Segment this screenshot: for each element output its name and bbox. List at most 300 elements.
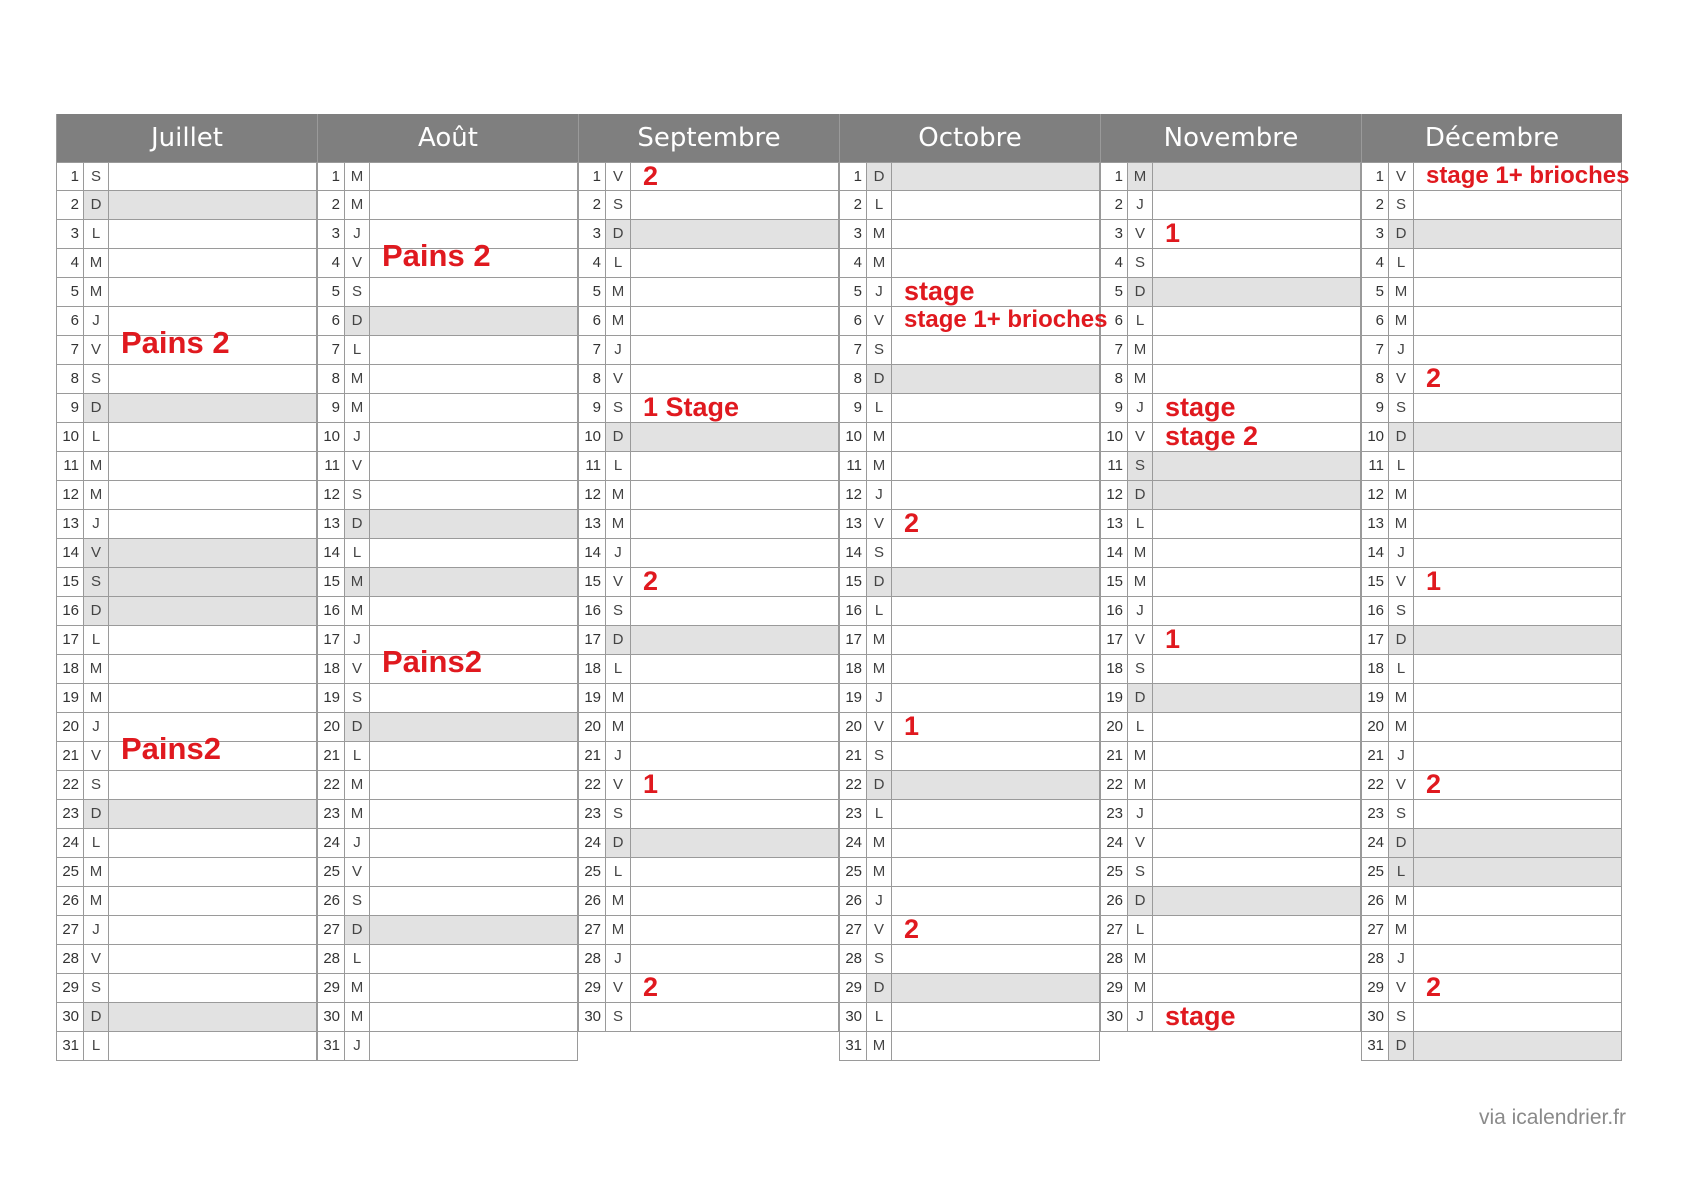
day-row[interactable] (57, 916, 316, 945)
day-note-cell[interactable] (892, 887, 1099, 915)
day-row[interactable] (579, 858, 838, 887)
day-row[interactable] (318, 858, 577, 887)
day-note-cell[interactable] (370, 336, 577, 364)
day-row[interactable] (840, 742, 1099, 771)
day-note-cell[interactable] (631, 684, 838, 712)
day-note-cell[interactable] (892, 510, 1099, 538)
day-note-cell[interactable] (109, 771, 316, 799)
day-row[interactable] (1101, 713, 1360, 742)
day-row[interactable] (1101, 278, 1360, 307)
day-note-cell[interactable] (1414, 568, 1621, 596)
day-note-cell[interactable] (370, 481, 577, 509)
day-row[interactable] (579, 800, 838, 829)
day-note-cell[interactable] (1414, 452, 1621, 480)
day-note-cell[interactable] (1414, 539, 1621, 567)
day-note-cell[interactable] (1414, 916, 1621, 944)
day-row[interactable] (318, 568, 577, 597)
day-note-cell[interactable] (1153, 771, 1360, 799)
day-row[interactable] (318, 644, 577, 684)
day-note-cell[interactable] (1414, 249, 1621, 277)
day-note-cell[interactable] (631, 945, 838, 973)
day-row[interactable] (318, 191, 577, 220)
day-row[interactable] (318, 887, 577, 916)
day-note-cell[interactable] (370, 238, 577, 277)
day-note-cell[interactable] (892, 1003, 1099, 1031)
day-row[interactable] (1101, 945, 1360, 974)
day-row[interactable] (840, 306, 1108, 336)
day-row[interactable] (579, 539, 838, 568)
day-note-cell[interactable] (631, 626, 838, 654)
day-row[interactable] (840, 887, 1099, 916)
day-note-cell[interactable] (370, 510, 577, 538)
day-row[interactable] (579, 713, 838, 742)
day-note-cell[interactable] (631, 481, 838, 509)
day-row[interactable] (579, 916, 838, 945)
day-row[interactable] (1362, 307, 1621, 336)
day-row[interactable] (1362, 452, 1621, 481)
day-row[interactable] (840, 336, 1099, 365)
day-row[interactable] (1362, 191, 1621, 220)
day-note-cell[interactable] (1153, 829, 1360, 857)
day-row[interactable] (840, 626, 1099, 655)
day-row[interactable] (57, 597, 316, 626)
day-row[interactable] (1101, 249, 1360, 278)
day-row[interactable] (318, 829, 577, 858)
day-note-cell[interactable] (1153, 916, 1360, 944)
day-note-cell[interactable] (1153, 568, 1360, 596)
day-note-cell[interactable] (109, 731, 316, 770)
day-note-cell[interactable] (1414, 829, 1621, 857)
day-row[interactable] (840, 220, 1099, 249)
day-note-cell[interactable] (109, 858, 316, 886)
day-note-cell[interactable] (109, 655, 316, 683)
day-note-cell[interactable] (631, 394, 838, 422)
day-note-cell[interactable] (370, 423, 577, 451)
day-row[interactable] (57, 249, 316, 278)
day-row[interactable] (318, 800, 577, 829)
day-row[interactable] (579, 887, 838, 916)
day-row[interactable] (318, 916, 577, 945)
day-row[interactable] (1101, 307, 1360, 336)
day-note-cell[interactable] (370, 771, 577, 799)
day-row[interactable] (1362, 336, 1621, 365)
day-row[interactable] (579, 249, 838, 278)
day-note-cell[interactable] (370, 394, 577, 422)
day-note-cell[interactable] (1153, 220, 1360, 248)
day-row[interactable] (57, 568, 316, 597)
day-note-cell[interactable] (109, 568, 316, 596)
day-row[interactable] (1362, 597, 1621, 626)
day-note-cell[interactable] (370, 452, 577, 480)
day-row[interactable] (1362, 800, 1621, 829)
day-note-cell[interactable] (892, 306, 1108, 335)
day-row[interactable] (840, 568, 1099, 597)
day-note-cell[interactable] (370, 887, 577, 915)
day-note-cell[interactable] (1153, 307, 1360, 335)
day-note-cell[interactable] (370, 945, 577, 973)
day-row[interactable] (318, 1032, 577, 1061)
day-note-cell[interactable] (631, 307, 838, 335)
day-note-cell[interactable] (1414, 800, 1621, 828)
day-row[interactable] (1101, 916, 1360, 945)
day-note-cell[interactable] (109, 510, 316, 538)
day-row[interactable] (579, 829, 838, 858)
day-note-cell[interactable] (370, 858, 577, 886)
day-row[interactable] (579, 974, 838, 1003)
day-note-cell[interactable] (1414, 278, 1621, 306)
day-row[interactable] (579, 684, 838, 713)
day-row[interactable] (318, 481, 577, 510)
day-row[interactable] (1362, 684, 1621, 713)
day-row[interactable] (57, 626, 316, 655)
day-row[interactable] (840, 539, 1099, 568)
day-note-cell[interactable] (1414, 481, 1621, 509)
day-note-cell[interactable] (631, 191, 838, 219)
day-row[interactable] (318, 1003, 577, 1032)
day-row[interactable] (579, 452, 838, 481)
day-row[interactable] (1101, 597, 1360, 626)
day-row[interactable] (1362, 568, 1621, 597)
day-note-cell[interactable] (892, 336, 1099, 364)
day-note-cell[interactable] (1153, 452, 1360, 480)
day-note-cell[interactable] (1414, 742, 1621, 770)
day-note-cell[interactable] (109, 800, 316, 828)
day-note-cell[interactable] (892, 713, 1099, 741)
day-note-cell[interactable] (1153, 684, 1360, 712)
day-note-cell[interactable] (631, 829, 838, 857)
day-note-cell[interactable] (892, 481, 1099, 509)
day-row[interactable] (57, 829, 316, 858)
day-row[interactable] (1362, 655, 1621, 684)
day-note-cell[interactable] (109, 945, 316, 973)
day-row[interactable] (840, 829, 1099, 858)
day-note-cell[interactable] (631, 916, 838, 944)
day-note-cell[interactable] (370, 1032, 577, 1060)
day-note-cell[interactable] (370, 163, 577, 190)
day-note-cell[interactable] (1414, 887, 1621, 915)
day-note-cell[interactable] (370, 713, 577, 741)
day-row[interactable] (318, 945, 577, 974)
day-note-cell[interactable] (109, 191, 316, 219)
day-row[interactable] (579, 162, 838, 191)
day-row[interactable] (579, 597, 838, 626)
day-row[interactable] (579, 1003, 838, 1032)
day-row[interactable] (1362, 481, 1621, 510)
day-row[interactable] (1101, 829, 1360, 858)
day-note-cell[interactable] (631, 858, 838, 886)
day-row[interactable] (1362, 278, 1621, 307)
day-note-cell[interactable] (109, 452, 316, 480)
day-note-cell[interactable] (892, 974, 1099, 1002)
day-row[interactable] (318, 238, 577, 278)
day-row[interactable] (1101, 1003, 1360, 1032)
day-row[interactable] (1362, 858, 1621, 887)
day-row[interactable] (579, 771, 838, 800)
day-note-cell[interactable] (1414, 220, 1621, 248)
day-note-cell[interactable] (631, 220, 838, 248)
day-note-cell[interactable] (109, 423, 316, 451)
day-note-cell[interactable] (631, 713, 838, 741)
day-row[interactable] (57, 1003, 316, 1032)
day-row[interactable] (57, 510, 316, 539)
day-row[interactable] (57, 325, 316, 365)
day-row[interactable] (318, 684, 577, 713)
day-row[interactable] (1362, 510, 1621, 539)
day-row[interactable] (57, 539, 316, 568)
day-row[interactable] (1362, 423, 1621, 452)
day-note-cell[interactable] (370, 568, 577, 596)
day-row[interactable] (318, 452, 577, 481)
day-note-cell[interactable] (370, 829, 577, 857)
day-note-cell[interactable] (1414, 162, 1630, 190)
day-note-cell[interactable] (631, 771, 838, 799)
day-note-cell[interactable] (1153, 626, 1360, 654)
day-row[interactable] (1101, 626, 1360, 655)
day-row[interactable] (57, 220, 316, 249)
day-note-cell[interactable] (892, 945, 1099, 973)
day-note-cell[interactable] (892, 597, 1099, 625)
day-row[interactable] (579, 568, 838, 597)
day-note-cell[interactable] (631, 365, 838, 393)
day-row[interactable] (840, 510, 1099, 539)
day-note-cell[interactable] (370, 684, 577, 712)
day-note-cell[interactable] (631, 336, 838, 364)
day-row[interactable] (1362, 162, 1630, 191)
day-row[interactable] (1362, 974, 1621, 1003)
day-note-cell[interactable] (631, 800, 838, 828)
day-row[interactable] (1362, 626, 1621, 655)
day-note-cell[interactable] (109, 1032, 316, 1060)
day-row[interactable] (57, 887, 316, 916)
day-note-cell[interactable] (1414, 307, 1621, 335)
day-note-cell[interactable] (1153, 336, 1360, 364)
day-note-cell[interactable] (109, 325, 316, 364)
day-note-cell[interactable] (1153, 597, 1360, 625)
day-note-cell[interactable] (370, 644, 577, 683)
day-note-cell[interactable] (631, 568, 838, 596)
day-note-cell[interactable] (631, 249, 838, 277)
day-note-cell[interactable] (1153, 163, 1360, 190)
day-row[interactable] (840, 1032, 1099, 1061)
day-note-cell[interactable] (1153, 278, 1360, 306)
day-note-cell[interactable] (892, 191, 1099, 219)
day-note-cell[interactable] (892, 539, 1099, 567)
day-row[interactable] (579, 336, 838, 365)
day-note-cell[interactable] (109, 249, 316, 277)
day-row[interactable] (57, 394, 316, 423)
day-note-cell[interactable] (631, 423, 838, 451)
day-note-cell[interactable] (892, 771, 1099, 799)
day-row[interactable] (318, 539, 577, 568)
day-note-cell[interactable] (109, 365, 316, 393)
day-note-cell[interactable] (1414, 510, 1621, 538)
day-note-cell[interactable] (370, 278, 577, 306)
day-row[interactable] (579, 220, 838, 249)
day-note-cell[interactable] (370, 974, 577, 1002)
day-note-cell[interactable] (1414, 336, 1621, 364)
day-row[interactable] (1362, 1003, 1621, 1032)
day-note-cell[interactable] (1153, 945, 1360, 973)
day-note-cell[interactable] (109, 916, 316, 944)
day-row[interactable] (579, 510, 838, 539)
day-note-cell[interactable] (1153, 887, 1360, 915)
day-note-cell[interactable] (370, 742, 577, 770)
day-note-cell[interactable] (1153, 800, 1360, 828)
day-row[interactable] (579, 191, 838, 220)
day-note-cell[interactable] (370, 307, 577, 335)
day-note-cell[interactable] (1153, 481, 1360, 509)
day-note-cell[interactable] (1414, 626, 1621, 654)
day-note-cell[interactable] (109, 887, 316, 915)
day-row[interactable] (840, 655, 1099, 684)
day-row[interactable] (1101, 800, 1360, 829)
day-note-cell[interactable] (892, 655, 1099, 683)
day-note-cell[interactable] (109, 220, 316, 248)
day-row[interactable] (1362, 394, 1621, 423)
day-row[interactable] (1101, 220, 1360, 249)
day-note-cell[interactable] (109, 829, 316, 857)
day-note-cell[interactable] (892, 423, 1099, 451)
day-note-cell[interactable] (1414, 684, 1621, 712)
day-row[interactable] (840, 423, 1099, 452)
day-note-cell[interactable] (631, 1003, 838, 1031)
day-row[interactable] (318, 510, 577, 539)
day-row[interactable] (840, 481, 1099, 510)
day-note-cell[interactable] (631, 887, 838, 915)
day-note-cell[interactable] (109, 539, 316, 567)
day-note-cell[interactable] (370, 597, 577, 625)
day-note-cell[interactable] (892, 452, 1099, 480)
day-note-cell[interactable] (109, 597, 316, 625)
day-row[interactable] (318, 394, 577, 423)
day-row[interactable] (318, 974, 577, 1003)
day-row[interactable] (840, 771, 1099, 800)
day-row[interactable] (1101, 568, 1360, 597)
day-row[interactable] (57, 945, 316, 974)
day-note-cell[interactable] (370, 365, 577, 393)
day-row[interactable] (840, 1003, 1099, 1032)
day-row[interactable] (1101, 162, 1360, 191)
day-row[interactable] (318, 278, 577, 307)
day-note-cell[interactable] (892, 829, 1099, 857)
day-note-cell[interactable] (892, 1032, 1099, 1060)
day-note-cell[interactable] (631, 278, 838, 306)
day-row[interactable] (1362, 916, 1621, 945)
day-row[interactable] (318, 597, 577, 626)
day-note-cell[interactable] (1153, 1003, 1360, 1031)
day-note-cell[interactable] (631, 655, 838, 683)
day-note-cell[interactable] (109, 1003, 316, 1031)
day-row[interactable] (579, 481, 838, 510)
day-row[interactable] (57, 278, 316, 307)
day-note-cell[interactable] (1414, 713, 1621, 741)
day-row[interactable] (1101, 423, 1360, 452)
day-note-cell[interactable] (1414, 394, 1621, 422)
day-row[interactable] (57, 684, 316, 713)
day-row[interactable] (318, 742, 577, 771)
day-note-cell[interactable] (892, 916, 1099, 944)
day-row[interactable] (1362, 539, 1621, 568)
day-row[interactable] (1362, 887, 1621, 916)
day-row[interactable] (579, 945, 838, 974)
day-row[interactable] (318, 162, 577, 191)
day-note-cell[interactable] (1153, 655, 1360, 683)
day-note-cell[interactable] (631, 597, 838, 625)
day-row[interactable] (318, 365, 577, 394)
day-note-cell[interactable] (631, 742, 838, 770)
day-row[interactable] (1101, 655, 1360, 684)
day-row[interactable] (1101, 742, 1360, 771)
day-note-cell[interactable] (1414, 191, 1621, 219)
day-note-cell[interactable] (370, 539, 577, 567)
day-row[interactable] (1362, 713, 1621, 742)
day-row[interactable] (579, 626, 838, 655)
day-row[interactable] (57, 452, 316, 481)
day-row[interactable] (579, 423, 838, 452)
day-row[interactable] (1362, 1032, 1621, 1061)
day-note-cell[interactable] (1414, 365, 1621, 393)
day-note-cell[interactable] (631, 510, 838, 538)
day-note-cell[interactable] (892, 365, 1099, 393)
day-note-cell[interactable] (1153, 394, 1360, 422)
day-row[interactable] (57, 1032, 316, 1061)
day-note-cell[interactable] (631, 452, 838, 480)
day-row[interactable] (840, 916, 1099, 945)
day-note-cell[interactable] (370, 1003, 577, 1031)
day-note-cell[interactable] (1414, 974, 1621, 1002)
day-note-cell[interactable] (631, 539, 838, 567)
day-row[interactable] (318, 336, 577, 365)
day-row[interactable] (57, 858, 316, 887)
day-note-cell[interactable] (109, 684, 316, 712)
day-row[interactable] (57, 771, 316, 800)
day-note-cell[interactable] (109, 626, 316, 654)
day-row[interactable] (840, 191, 1099, 220)
day-row[interactable] (318, 713, 577, 742)
day-note-cell[interactable] (1153, 423, 1360, 451)
day-row[interactable] (1101, 481, 1360, 510)
day-note-cell[interactable] (1414, 1032, 1621, 1060)
day-row[interactable] (1101, 452, 1360, 481)
day-row[interactable] (318, 307, 577, 336)
day-row[interactable] (57, 162, 316, 191)
day-row[interactable] (1362, 742, 1621, 771)
day-note-cell[interactable] (892, 684, 1099, 712)
day-note-cell[interactable] (370, 916, 577, 944)
day-row[interactable] (1362, 771, 1621, 800)
day-row[interactable] (840, 974, 1099, 1003)
day-row[interactable] (1362, 829, 1621, 858)
day-note-cell[interactable] (892, 249, 1099, 277)
day-note-cell[interactable] (892, 800, 1099, 828)
day-note-cell[interactable] (1153, 858, 1360, 886)
day-row[interactable] (1101, 684, 1360, 713)
day-note-cell[interactable] (109, 974, 316, 1002)
day-row[interactable] (1362, 220, 1621, 249)
day-note-cell[interactable] (631, 163, 838, 190)
day-row[interactable] (57, 800, 316, 829)
day-row[interactable] (840, 684, 1099, 713)
day-row[interactable] (579, 655, 838, 684)
day-note-cell[interactable] (1153, 249, 1360, 277)
day-row[interactable] (1101, 336, 1360, 365)
day-note-cell[interactable] (109, 481, 316, 509)
day-row[interactable] (1362, 249, 1621, 278)
day-row[interactable] (579, 278, 838, 307)
day-row[interactable] (840, 800, 1099, 829)
day-row[interactable] (840, 162, 1099, 191)
day-note-cell[interactable] (1414, 655, 1621, 683)
